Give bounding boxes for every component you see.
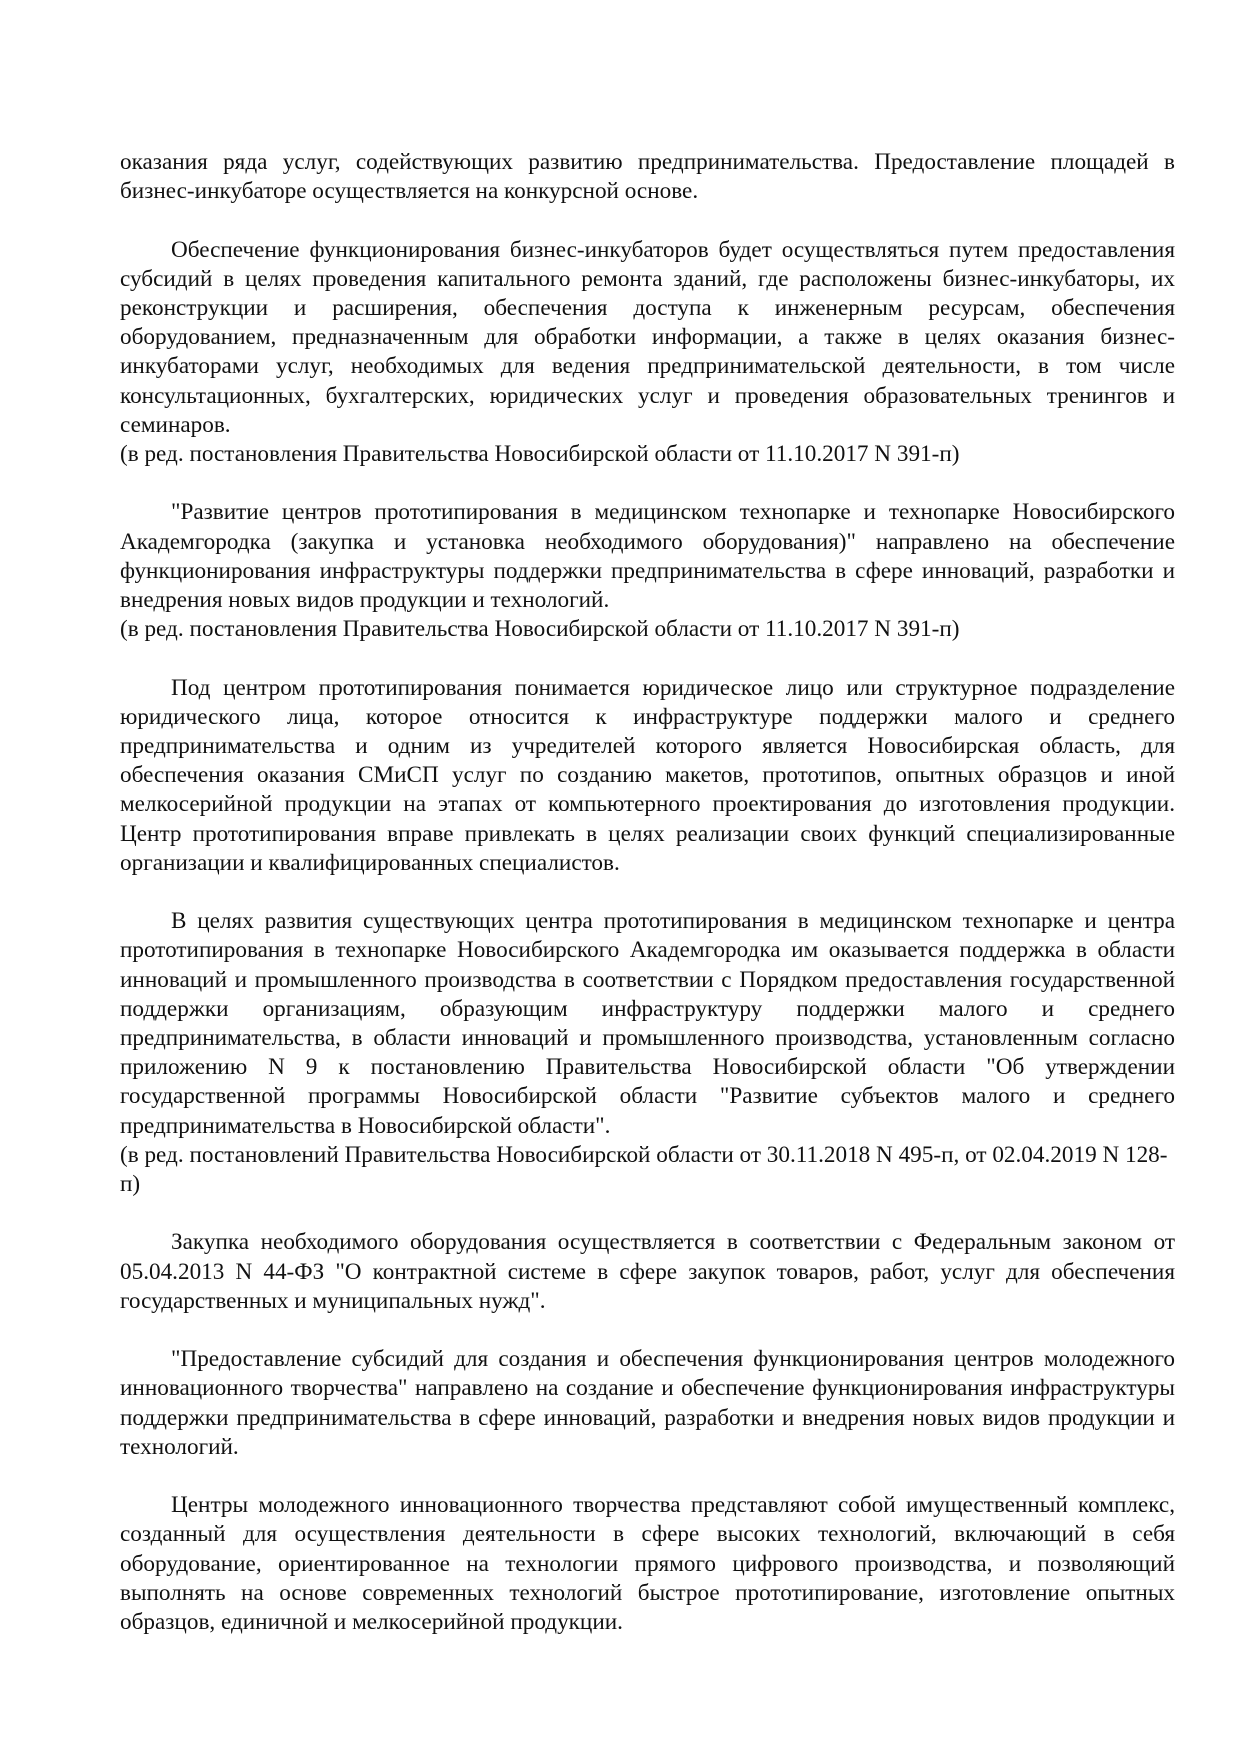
amendment-note: (в ред. постановления Правительства Новосибирской области от 11.10.2017 N 391-п) (120, 441, 960, 468)
paragraph-prototyping-center-definition (120, 674, 1175, 878)
amendment-note: (в ред. постановлений Правительства Новосибирской области от 30.11.2018 N 495-п, от 02.04.2019 N 128-п) (120, 1141, 1168, 1198)
amendment-note: (в ред. постановления Правительства Новосибирской области от 11.10.2017 N 391-п) (120, 616, 960, 643)
paragraph-youth-innovation-centers-definition (120, 1491, 1175, 1637)
paragraph-text: Под центром прототипирования понимается юридическое лицо или структурное подразделение юридического лица, которое относится к инфраструктуре поддержки малого и среднего предпринимательства и одним из учредителей которого является Новосибирская область, для обеспечения оказания СМиСП услуг по созданию макетов, прототипов, опытных образцов и иной мелкосерийной продукции на этапах от компьютерного проектирования до изготовления продукции. Центр прототипирования вправе привлекать в целях реализации своих функций специализированные организации и квалифицированных специалистов. (120, 674, 1175, 876)
paragraph-text: "Предоставление субсидий для создания и обеспечения функционирования центров молодежного инновационного творчества" направлено на создание и обеспечение функционирования инфраструктуры поддержки предпринимательства в сфере инноваций, разработки и внедрения новых видов продукции и технологий. (120, 1346, 1175, 1460)
paragraph-prototyping-center-support (120, 907, 1175, 1199)
document-page (120, 148, 1175, 1666)
paragraph-text: Обеспечение функционирования бизнес-инкубаторов будет осуществляться путем предоставления субсидий в целях проведения капитального ремонта зданий, где расположены бизнес-инкубаторы, их реконструкции и расширения, обеспечения доступа к инженерным ресурсам, обеспечения оборудованием, предназначенным для обработки информации, а также в целях оказания бизнес-инкубаторами услуг, необходимых для ведения предпринимательской деятельности, в том числе консультационных, бухгалтерских, юридических услуг и проведения образовательных тренингов и семинаров. (120, 236, 1175, 438)
paragraph-incubator-functioning (120, 236, 1175, 470)
paragraph-text: Центры молодежного инновационного творчества представляют собой имущественный комплекс, созданный для осуществления деятельности в сфере высоких технологий, включающий в себя оборудование, ориентированное на технологии прямого цифрового производства, и позволяющий выполнять на основе современных технологий быстрое прототипирование, изготовление опытных образцов, единичной и мелкосерийной продукции. (120, 1492, 1175, 1636)
paragraph-text: "Развитие центров прототипирования в медицинском технопарке и технопарке Новосибирского Академгородка (закупка и установка необходимого оборудования)" направлено на обеспечение функционирования инфраструктуры поддержки предпринимательства в сфере инноваций, разработки и внедрения новых видов продукции и технологий. (120, 499, 1175, 614)
paragraph-text: оказания ряда услуг, содействующих развитию предпринимательства. Предоставление площадей в бизнес-инкубаторе осуществляется на конкурсной основе. (120, 149, 1175, 205)
paragraph-youth-innovation-subsidies (120, 1345, 1175, 1462)
paragraph-equipment-procurement (120, 1228, 1175, 1316)
paragraph-text: Закупка необходимого оборудования осуществляется в соответствии с Федеральным законом от 05.04.2013 N 44-ФЗ "О контрактной системе в сфере закупок товаров, работ, услуг для обеспечения государственных и муниципальных нужд". (120, 1229, 1175, 1314)
paragraph-text: В целях развития существующих центра прототипирования в медицинском технопарке и центра прототипирования в технопарке Новосибирского Академгородка им оказывается поддержка в области инноваций и промышленного производства в соответствии с Порядком предоставления государственной поддержки организациям, образующим инфраструктуру поддержки малого и среднего предпринимательства, в области инноваций и промышленного производства, установленным согласно приложению N 9 к постановлению Правительства Новосибирской области "Об утверждении государственной программы Новосибирской области "Развитие субъектов малого и среднего предпринимательства в Новосибирской области". (120, 908, 1175, 1139)
paragraph-prototyping-centers-development (120, 498, 1175, 644)
paragraph-business-incubator-space (120, 148, 1175, 206)
